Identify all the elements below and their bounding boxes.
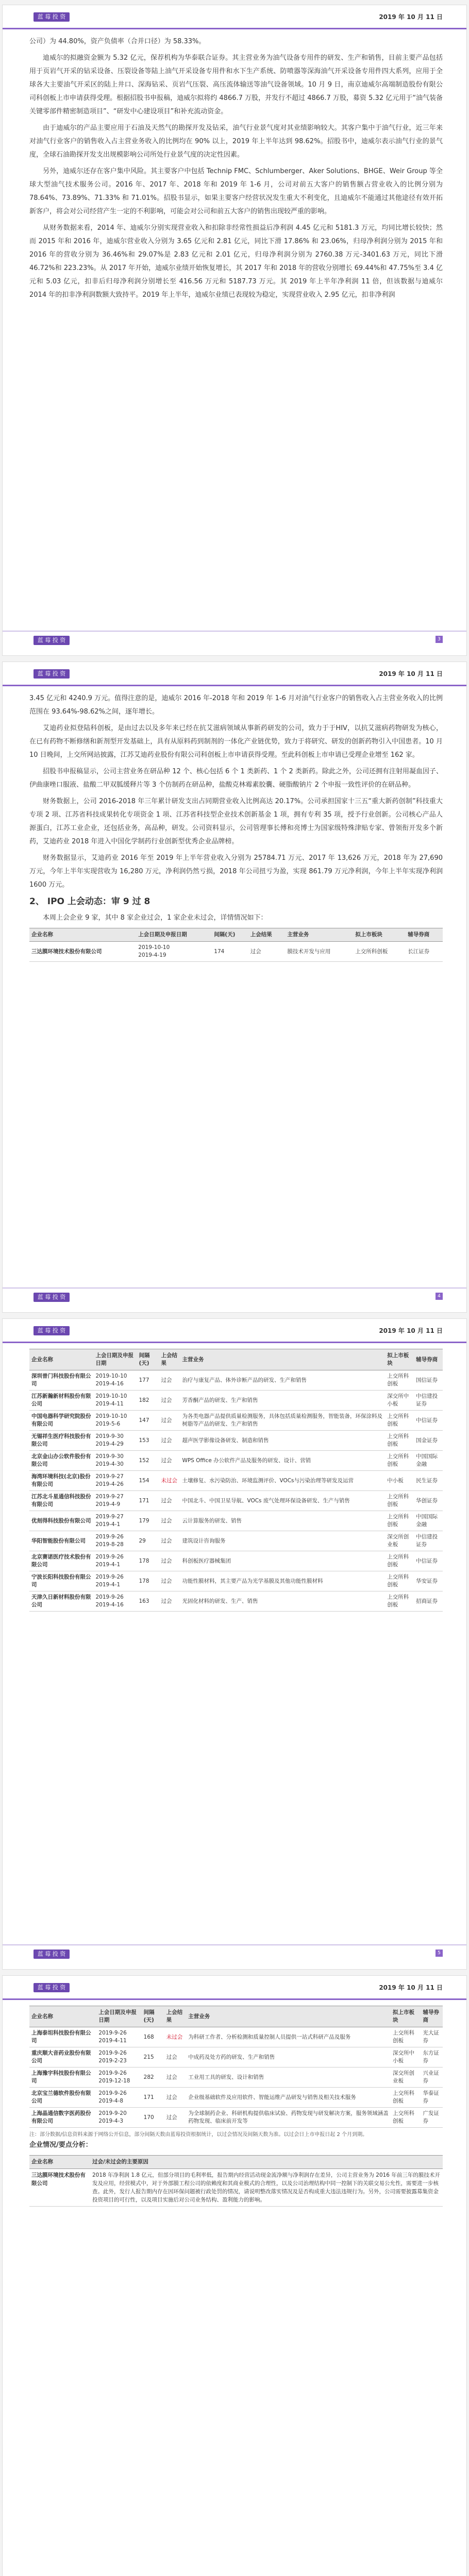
table-cell: 147 (137, 1411, 159, 1431)
footer-brand-logo: 蓝 莓 投 资 (34, 636, 70, 645)
brand-logo: 蓝 莓 投 资 (34, 669, 70, 679)
paragraph: 另外，迪威尔还存在客户集中风险。其主要客户中包括 Technip FMC、Schlumberger、Aker Solutions、BHGE、Weir Group 等全球大型油气技术服务公司。2016 年、2017 年、2018 年和 2019 年 1-6 月，公司对前五大客户的销售额占营业收入的比例分别为 78.64%、73.89%、71.33% 和 71.01%。招股书显示，如果主要客户经营状况发生重大不利变化，且迪威尔不能通过其他途径有效开拓新客户，将会对公司经营产生一定的不利影响，可能会对公司和前五大客户的销售出现较严重的影响。 (29, 167, 443, 215)
table-cell: 中信证券 (414, 1551, 443, 1571)
table-cell: 光大证券 (421, 2027, 443, 2047)
brand-logo: 蓝 莓 投 资 (34, 1983, 70, 1992)
table-row (29, 1471, 443, 1491)
column-header: 企业名称 (29, 2006, 96, 2027)
report-date: 2019 年 10 月 11 日 (379, 1327, 443, 1334)
table-cell: 广发证券 (421, 2108, 443, 2128)
table-cell: 华阳智能股份有限公司 (29, 1531, 93, 1551)
table-row (29, 1511, 443, 1531)
column-header: 上会结果 (164, 2006, 186, 2027)
section-intro: 本周上会企业 9 家，其中 8 家企业过会，1 家企业未过会，详情情况如下： (43, 914, 267, 922)
table-cell: 182 (137, 1391, 159, 1411)
table-cell: 154 (137, 1471, 159, 1491)
column-header: 上会结果 (159, 1349, 180, 1370)
page-footer (3, 1287, 466, 1305)
table-cell: 上交所科创板 (385, 1370, 414, 1391)
table-cell: 云计算服务的研发、销售 (180, 1511, 385, 1531)
table-cell: 上交所科创板 (391, 2088, 421, 2108)
table-cell: 上交所科创板 (385, 1511, 414, 1531)
column-header: 上会结果 (248, 928, 286, 942)
table-cell: 178 (137, 1551, 159, 1571)
table-row (29, 1391, 443, 1411)
table-cell: 2018 年净利润 1.8 亿元，但部分项目的毛利率低，报告期内经营活动现金流净额与净利润存在差异，公司主营业务为 2016 年前三年的膜技术开发及应用，经营模式中，对于外部膜工程公司的依赖度和其商业模式的合理性，以及公司治理结构中同一控制下的关联交易公允性，需要进一步核查。此外，发行人报告期内存在因环保问题被行政处罚的情况，请说明整改落实情况及是否构成重大违法违规行为。另外，公司需要披露募集资金投资项目的可行性，以及项目实施后对公司业务结构、盈利能力的影响。 (90, 2169, 443, 2207)
table-cell: 兴业证券 (421, 2067, 443, 2088)
column-header: 企业名称 (29, 928, 136, 942)
page-body (29, 1349, 443, 1612)
table-cell: 153 (137, 1431, 159, 1451)
table-cell: 上海晶通信数字医药股份有限公司 (29, 2108, 96, 2128)
page-body (29, 35, 443, 305)
table-row (29, 2047, 443, 2067)
table-cell: 中信建投证券 (414, 1391, 443, 1411)
table-cell: 华创证券 (414, 1491, 443, 1511)
table-cell: 2019-9-26 2019-8-28 (93, 1531, 137, 1551)
brand-logo: 蓝 莓 投 资 (34, 12, 70, 22)
table-cell: 168 (142, 2027, 164, 2047)
table-cell: 无锡祥生医疗科技股份有限公司 (29, 1431, 93, 1451)
table-cell: 江苏北斗星通信科技股份有限公司 (29, 1491, 93, 1511)
table-cell: 上交所科创板 (385, 1411, 414, 1431)
table-cell: 2019-9-26 2019-12-18 (96, 2067, 141, 2088)
report-page-3 (3, 5, 466, 655)
page-header (3, 662, 466, 686)
table-cell: 三达膜环境技术股份有限公司 (29, 942, 136, 962)
paragraph: 财务数据显示，艾迪药业 2016 年至 2019 年上半年营业收入分别为 25784.71 万元、2017 年 13,626 万元，2018 年为 27,690 万元，今年上半年实现营收为 16,280 万元，净利润仍然亏损，2018 年公司扭亏为盈，实现 861.79 万元净利润，今年上半年实现净利润 1600 万元。 (29, 854, 443, 889)
table-cell: 上交所科创板 (353, 942, 406, 962)
column-header: 拟上市板块 (353, 928, 406, 942)
paragraph: 迪威尔的拟融资金额为 5.32 亿元，保荐机构为华泰联合证券。其主营业务为油气设备专用件的研发、生产和销售，目前主要产品包括用于页岩气开采的钻采设备、压裂设备等陆上油气开采设备专用件和水下生产系统、防喷器等深海油气开采设备专用件四大系列，应用于全球各大主要油气开采区的陆上井口、深海钻采、页岩气压裂、高压流体输送等油气设备领域。10 月 9 日，南京迪威尔高端制造股份有限公司科创板上市申请获得受理。根据招股书申报稿，迪威尔拟将约 4866.7 万股，并发行不超过 4866.7 万股，募资 5.32 亿元用于“油气装备关键零部件精密制造项目”、“研发中心建设项目”和补充流动资金。 (29, 54, 443, 115)
table-cell: 中国国际金融 (414, 1511, 443, 1531)
table-cell: 中小板 (385, 1471, 414, 1491)
table-cell: 中国国际金融 (414, 1451, 443, 1471)
table-cell: 152 (137, 1451, 159, 1471)
table-cell: 治疗与康复产品、体外诊断产品的研发、生产和销售 (180, 1370, 385, 1391)
table-cell: WPS Office 办公软件产品及服务的研发、设计、营销 (180, 1451, 385, 1471)
table-row (29, 942, 443, 962)
section-title: 2、 IPO 上会动态：审 9 过 8 (29, 896, 150, 907)
table-cell: 2019-10-10 2019-4-19 (136, 942, 212, 962)
table-cell: 过会 (159, 1551, 180, 1571)
table-cell: 民生证券 (414, 1471, 443, 1491)
table-cell: 企业级基础软件及应用软件、智能运维产品研发与销售及相关技术服务 (186, 2088, 391, 2108)
analysis-table (29, 2155, 443, 2207)
table-cell: 为全球制药企业、科研机构提供临床试验、药物发现与研发解决方案，服务领域涵盖药物发现、临床前开发等 (186, 2108, 391, 2128)
table-cell: 过会 (159, 1391, 180, 1411)
table-cell: 中信证券 (414, 1411, 443, 1431)
table-cell: 过会 (159, 1370, 180, 1391)
table-row (29, 1531, 443, 1551)
table-cell: 过会 (164, 2067, 186, 2088)
table-cell: 芳香酮产品的研发、生产和销售 (180, 1391, 385, 1411)
table-cell: 过会 (159, 1431, 180, 1451)
table-cell: 为科研工作者、分析检测和质量控制人员提供一站式科研产品及服务 (186, 2027, 391, 2047)
table-row (29, 1551, 443, 1571)
table-cell: 长江证券 (406, 942, 443, 962)
table-cell: 过会 (248, 942, 286, 962)
table-cell: 上交所科创板 (391, 2027, 421, 2047)
table-cell: 重庆顺大音药业股份有限公司 (29, 2047, 96, 2067)
table-row (29, 1571, 443, 1591)
table-cell: 中成药及处方药的研发、生产和销售 (186, 2047, 391, 2067)
table-cell: 过会 (159, 1451, 180, 1471)
table-cell: 过会 (159, 1531, 180, 1551)
column-header: 主营业务 (180, 1349, 385, 1370)
table-cell: 171 (137, 1491, 159, 1511)
table-cell: 2019-9-26 2019-4-8 (96, 2088, 141, 2108)
table-cell: 上交所科创板 (385, 1431, 414, 1451)
table-cell: 2019-9-20 2019-4-3 (96, 2108, 141, 2128)
table-cell: 2019-9-26 2019-2-23 (96, 2047, 141, 2067)
table-cell: 深交所创业板 (391, 2067, 421, 2088)
footer-brand-logo: 蓝 莓 投 资 (34, 1950, 70, 1959)
table-cell: 上海豫宇科技股份有限公司 (29, 2067, 96, 2088)
page-header (3, 1319, 466, 1343)
table-cell: 功能性膜材料，其主要产品为光学基膜及其他功能性膜材料 (180, 1571, 385, 1591)
table-cell: 163 (137, 1591, 159, 1612)
table-cell: 膜技术开发与应用 (285, 942, 353, 962)
column-header: 间隔(天) (137, 1349, 159, 1370)
table-cell: 中信建投证券 (414, 1531, 443, 1551)
paragraph: 招股书申报稿显示，公司主营业务在研品种 12 个、核心包括 6 个 1 类新药、1 个 2 类新药。除此之外，公司还拥有注射用凝血因子、伊曲康唑口服液、盐酸二甲双胍缓释片等 3 个仿制药在研品种，盐酸克林霉素胶囊、硬脂酸钠片 2 个申报一致性评价的在研品种。 (29, 768, 443, 789)
table-cell: 中国北斗、中国卫星导航、VOCs 废气处理环保设备研发、生产与销售 (180, 1491, 385, 1511)
table-cell: 过会 (159, 1491, 180, 1511)
table-cell: 上交所科创板 (385, 1591, 414, 1612)
table-cell: 上海泰坦科技股份有限公司 (29, 2027, 96, 2047)
ipo-table (29, 2006, 443, 2128)
report-date: 2019 年 10 月 11 日 (379, 1984, 443, 1991)
table-note: 注：部分数据/信息资料来源于网络公开信息，部分间隔天数由蓝莓投资根据统计，以过会情况及间隔天数为准。以过会日上市申报日起 2 个月到期。 (29, 2132, 368, 2138)
table-cell: 2019-9-26 2019-4-1 (93, 1571, 137, 1591)
page-number: 5 (435, 1950, 443, 1957)
table-cell: 深交所中小板 (385, 1391, 414, 1411)
report-page-4 (3, 662, 466, 1312)
paragraph: 从财务数据来看，2014 年、迪威尔分别实现营业收入和扣除非经常性损益后净利润 4.45 亿元和 5181.3 万元，均同比增长较快；然而 2015 年和 2016 年，迪威尔营业收入分别为 3.65 亿元和 2.81 亿元，同比下滑 17.86% 和 23.06%，归母净利润分别为 2015 年和 2016 年的营收分别为 36.46%和 29.07%是 2.83 亿元和 2.01 亿元，归母净利润分别为 2760.38 万元-3401.63 万元，同比下滑 46.72%和 223.23%。从 2017 年开始，迪威尔业绩开始恢复增长，其 2017 年和 2018 年的营收分别增长 69.44%和 47.75%至 3.4 亿元和 5.03 亿元，扣非后归母净利润分别增长至 416.56 万元和 5187.73 万元。其 2019 年上半年净利润 11 倍，但该数据与迪威尔 2014 年的扣非净利润数额大致持平。2019 年上半年，迪威尔业绩已表现较为稳定，实现营业收入 2.95 亿元，扣非净利润 (29, 224, 443, 299)
table-cell: 174 (212, 942, 248, 962)
table-cell: 中国电器科学研究院股份有限公司 (29, 1411, 93, 1431)
table-cell: 2019-9-27 2019-4-1 (93, 1511, 137, 1531)
table-cell: 国信证券 (414, 1370, 443, 1391)
table-cell: 2019-9-26 2019-4-1 (93, 1551, 137, 1571)
column-header: 上会日期及申报日期 (136, 928, 212, 942)
table-cell: 过会 (159, 1571, 180, 1591)
column-header: 间隔(天) (212, 928, 248, 942)
table-cell: 天津久日新材料股份有限公司 (29, 1591, 93, 1612)
table-cell: 海湾环境科技(北京)股份有限公司 (29, 1471, 93, 1491)
column-header: 辅导券商 (406, 928, 443, 942)
table-cell: 2019-9-27 2019-4-26 (93, 1471, 137, 1491)
report-date: 2019 年 10 月 11 日 (379, 13, 443, 21)
paragraph: 艾迪药业拟登陆科创板，是由过去以及多年来已经在抗艾滋病领域从事新药研发的公司，致力于于HIV，以抗艾滋病药物研发为核心，在已有药物不断修缮和新剂型开发基础上，具有从原料药到制剂的一体化产业链优势，致力于将研究、研发的创新药物引入中国患者。10 月 10 日晚间，上交所网站披露，江苏艾迪药业股份有限公司科创板上市申请获得受理。至此科创板上市申请已受理企业增至 162 家。 (29, 724, 443, 759)
table-cell: 江苏新瀚新材料股份有限公司 (29, 1391, 93, 1411)
table-cell: 华泰证券 (421, 2088, 443, 2108)
table-cell: 2019-9-27 2019-4-9 (93, 1491, 137, 1511)
table-cell: 215 (142, 2047, 164, 2067)
table-cell: 工业用工具的研发、设计和销售 (186, 2067, 391, 2088)
table-cell: 北京金山办公软件股份有限公司 (29, 1451, 93, 1471)
table-cell: 2019-9-30 2019-4-29 (93, 1431, 137, 1451)
report-page-6 (3, 1976, 466, 2576)
page-header (3, 1976, 466, 2000)
table-cell: 华安证券 (414, 1571, 443, 1591)
table-cell: 过会 (164, 2088, 186, 2108)
column-header: 拟上市板块 (391, 2006, 421, 2027)
table-cell: 国金证券 (414, 1431, 443, 1451)
column-header: 辅导券商 (414, 1349, 443, 1370)
ipo-table (29, 1349, 443, 1612)
table-row (29, 2067, 443, 2088)
table-cell: 超声医学影像设备研发、制造和销售 (180, 1431, 385, 1451)
column-header: 过会/未过会的主要原因 (90, 2156, 443, 2169)
table-cell: 171 (142, 2088, 164, 2108)
table-cell: 深交所中小板 (391, 2047, 421, 2067)
table-cell: 2019-10-10 2019-4-16 (93, 1370, 137, 1391)
column-header: 企业名称 (29, 1349, 93, 1370)
table-cell: 2019-9-26 2019-4-16 (93, 1591, 137, 1612)
table-cell: 光固化材料的研发、生产、销售 (180, 1591, 385, 1612)
table-row (29, 2108, 443, 2128)
column-header: 主营业务 (186, 2006, 391, 2027)
table-cell: 建筑设计咨询服务 (180, 1531, 385, 1551)
brand-logo: 蓝 莓 投 资 (34, 1326, 70, 1335)
table-cell: 过会 (159, 1411, 180, 1431)
paragraph: 由于迪威尔的产品主要应用于石油及天然气的勘探开发及钻采，油气行业景气度对其业绩影响较大。其客户集中于油气行业，近三年来对油气行业客户的销售收入占主营业务收入的比例均在 90% 以上，2019 年上半年达到 98.62%。招股书中，迪威尔表示油气行业的景气度，全球石油勘探开发支出规模影响公司所处行业景气度的决定性因素。 (29, 124, 443, 159)
page-body (29, 692, 443, 962)
table-row (29, 1411, 443, 1431)
table-row (29, 2088, 443, 2108)
table-cell: 招商证券 (414, 1591, 443, 1612)
table-cell: 过会 (159, 1591, 180, 1612)
table-row (29, 2027, 443, 2047)
analysis-title: 企业情况/要点分析： (29, 2141, 92, 2149)
table-cell: 上交所科创板 (385, 1491, 414, 1511)
table-cell: 宁波长阳科技股份有限公司 (29, 1571, 93, 1591)
table-cell: 为各类电器产品提供质量检测服务，具体包括质量检测服务，智能装备，环保涂料及树脂等产品的研发、生产和销售 (180, 1411, 385, 1431)
column-header: 间隔(天) (142, 2006, 164, 2027)
report-date: 2019 年 10 月 11 日 (379, 670, 443, 677)
table-cell: 2019-9-30 2019-4-30 (93, 1451, 137, 1471)
paragraph: 3.45 亿元和 4240.9 万元。值得注意的是，迪威尔 2016 年-2018 年和 2019 年 1-6 月对油气行业客户的销售收入占主营业务收入的比例范围在 93.64%-98.62%之间，逐年增长。 (29, 694, 443, 716)
page-footer (3, 1944, 466, 1962)
column-header: 主营业务 (285, 928, 353, 942)
table-cell: 未过会 (159, 1471, 180, 1491)
table-cell: 深圳普门科技股份有限公司 (29, 1370, 93, 1391)
table-cell: 178 (137, 1571, 159, 1591)
table-cell: 177 (137, 1370, 159, 1391)
table-cell: 北京宝兰德软件股份有限公司 (29, 2088, 96, 2108)
table-row (29, 1451, 443, 1471)
table-cell: 过会 (164, 2047, 186, 2067)
ipo-table (29, 928, 443, 962)
table-cell: 东方证券 (421, 2047, 443, 2067)
table-cell: 2019-10-10 2019-4-11 (93, 1391, 137, 1411)
table-cell: 科创板医疗器械集团 (180, 1551, 385, 1571)
report-page-5 (3, 1319, 466, 1969)
table-cell: 2019-10-10 2019-5-6 (93, 1411, 137, 1431)
paragraph: 财务数据上，公司 2016-2018 年三年累计研发支出占同期营业收入比例高达 20.17%。公司承担国家十三五“重大新药创制”科技重大专项 2 项、江苏省科技成果转化专项资金 1 项、江苏省科技型企业技术创新基金 1 项，拥有专利 35 项，授予行业创新。公司核心产品人源蛋白，江苏工业企业，还包括业务，高品种，研发。公司资料显示，公司管理事长傅和亮博士为国家级特殊津贴专家、曾领衔开发多个新药，艾迪药业 2018 年进入中国化学制药行业创新型优秀企业品牌榜。 (29, 798, 443, 845)
table-cell: 上交所科创板 (385, 1551, 414, 1571)
table-cell: 深交所创业板 (385, 1531, 414, 1551)
table-cell: 上交所科创板 (385, 1451, 414, 1471)
table-cell: 未过会 (164, 2027, 186, 2047)
table-cell: 土壤修复、水污染防治、环境监测评价、VOCs与污染治理等研发及运营 (180, 1471, 385, 1491)
table-cell: 过会 (164, 2108, 186, 2128)
table-row (29, 1431, 443, 1451)
paragraph: 公司）为 44.80%，资产负债率（合并口径）为 58.33%。 (29, 38, 206, 45)
table-cell: 上交所科创板 (385, 1571, 414, 1591)
table-cell: 三达膜环境技术股份有限公司 (29, 2169, 90, 2207)
table-cell: 北京赛诺医疗技术股份有限公司 (29, 1551, 93, 1571)
table-cell: 282 (142, 2067, 164, 2088)
table-row (29, 1591, 443, 1612)
table-row (29, 2169, 443, 2207)
table-cell: 过会 (159, 1511, 180, 1531)
table-cell: 优刻得科技股份有限公司 (29, 1511, 93, 1531)
column-header: 上会日期及申报日期 (96, 2006, 141, 2027)
page-footer (3, 631, 466, 648)
column-header: 上会日期及申报日期 (93, 1349, 137, 1370)
footer-brand-logo: 蓝 莓 投 资 (34, 1293, 70, 1302)
page-number: 4 (435, 1293, 443, 1300)
column-header: 拟上市板块 (385, 1349, 414, 1370)
page-header (3, 5, 466, 29)
page-number: 3 (435, 636, 443, 643)
page-body (29, 2006, 443, 2207)
column-header: 辅导券商 (421, 2006, 443, 2027)
table-row (29, 1491, 443, 1511)
table-cell: 179 (137, 1511, 159, 1531)
column-header: 企业名称 (29, 2156, 90, 2169)
table-cell: 170 (142, 2108, 164, 2128)
table-cell: 上交所科创板 (391, 2108, 421, 2128)
table-row (29, 1370, 443, 1391)
table-cell: 29 (137, 1531, 159, 1551)
table-cell: 2019-9-26 2019-4-11 (96, 2027, 141, 2047)
